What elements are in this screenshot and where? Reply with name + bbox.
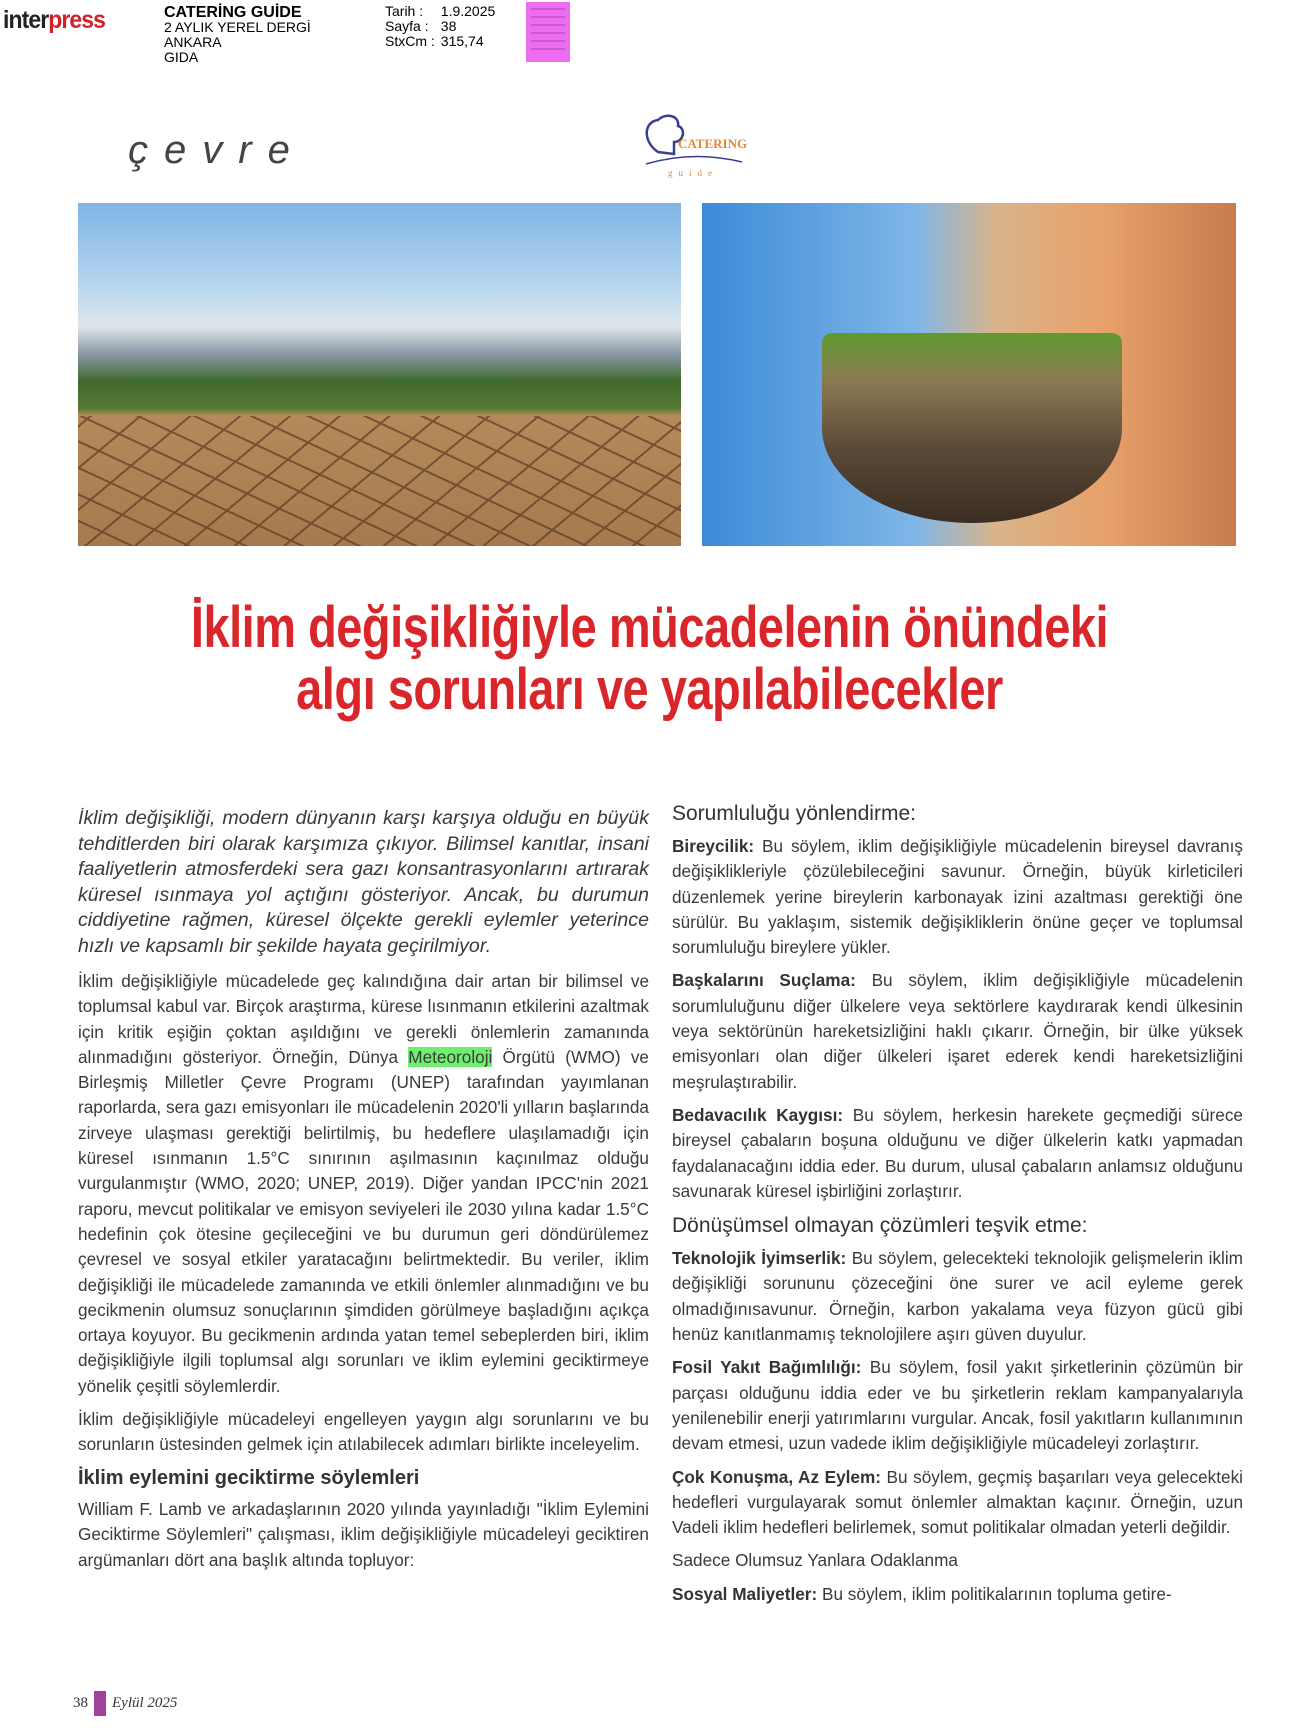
issue-date: Eylül 2025 <box>112 1695 178 1711</box>
footer-accent-bar <box>94 1691 106 1716</box>
publication-category: GIDA <box>164 49 199 65</box>
item-social-costs: Sosyal Maliyetler: Bu söylem, iklim politikalarının topluma getire- <box>672 1583 1172 1604</box>
heading-non-transformative: Dönüşümsel olmayan çözümleri teşvik etme: <box>672 1214 1088 1238</box>
interpress-logo: interpress <box>3 6 106 34</box>
heading-responsibility: Sorumluluğu yönlendirme: <box>672 802 916 825</box>
article-title-line2: algı sorunları ve yapılabilecekler <box>296 655 1003 722</box>
publication-city: ANKARA <box>164 34 222 50</box>
article-title <box>0 593 1299 722</box>
stxcm-value: 315,74 <box>440 33 484 49</box>
date-value: 1.9.2025 <box>440 3 496 19</box>
publication-info <box>164 5 311 65</box>
publication-title: CATERİNG GUİDE <box>164 4 302 21</box>
item-blaming-others: Başkalarını Suçlama: Bu söylem, iklim değişikliğiyle mücadelenin sorumluluğunu diğer ülkelere veya sektörlere kaydırarak kendi ülkesinin veya sektörünün hareketsizliğini haklı çıkarır. Örneğin, bir ülke yüksek emisyonları olan diğer ülkeleri işaret ederek kendi hareketsizliğini meşrulaştırabilir. <box>672 970 1243 1092</box>
lead-paragraph: İklim değişikliği, modern dünyanın karşı karşıya olduğu en büyük tehditlerden biri olarak karşımıza çıkıyor. Bilimsel kanıtlar, insani faaliyetlerin atmosferdeki sera gazı konsantrasyonlarını artırarak küresel ısınmaya yol açtığını gösteriyor. Ancak, bu durumun ciddiyetine rağmen, küresel ölçekte gerekli eylemler yeterince hızlı ve kapsamlı bir şekilde hayata geçirilmiyor. <box>78 807 649 957</box>
page-label: Sayfa : <box>385 18 429 34</box>
body-paragraph-2: İklim değişikliğiyle mücadeleyi engelleyen yaygın algı sorunlarını ve bu sorunların üstesinden gelmek için atılabilecek adımları birlikte inceleyelim. <box>78 1409 649 1455</box>
item-tech-optimism: Teknolojik İyimserlik: Bu söylem, gelecekteki teknolojik gelişmelerin iklim değişikliği sorununu çözeceğini öne surer ve acil eyleme gerek olmadığınısavunur. Örneğin, karbon yakalama veya füzyon gücü gibi henüz kanıtlanmamış teknolojilere aşırı güven duyulur. <box>672 1248 1244 1345</box>
subheading: İklim eylemini geciktirme söylemleri <box>78 1466 420 1489</box>
item-free-rider: Bedavacılık Kaygısı: Bu söylem, herkesin harekete geçmediği sürece bireysel çabaların boşuna olduğunu ve diğer ülkelerin katkı yapmadan faydalanacağını iddia eder. Bu durum, ulusal çabaların anlamsız olduğunu savunarak küresel işbirliğini zorlaştırır. <box>672 1104 1243 1201</box>
body-paragraph-1: İklim değişikliğiyle mücadelede geç kalındığına dair artan bir bilimsel ve toplumsal kabul var. Birçok araştırma, kürese lısınmanın etkilerini azaltmak için kritik eşiğin çoktan aşıldığını ve gerekli önlemlerin zamanında alınmadığını gösteriyor. Örneğin, Dünya Meteoroloji Örgütü (WMO) ve Birleşmiş Milletler Çevre Programı (UNEP) tarafından yayımlanan raporlarda, sera gazı emisyonları ile mücadelenin 2020'li yılların başlarında zirveye ulaşması gerektiği belirtilmiş, bu hedeflere ulaşılamadığı için küresel ısınmanın 1.5°C sınırının aşılmasının kaçınılmaz olduğu vurgulanmıştır (WMO, 2020; UNEP, 2019). Diğer yandan IPCC'nin 2021 raporu, mevcut politikalar ve emisyon seviyeleri ile 2030 yılına kadar 1.5°C hedefinin çok ötesine geçileceğini ve bu durumun geri döndürülemez çevresel ve sosyal etkiler yaratacağını belirtmektedir. Bu veriler, iklim değişikliği ile mücadelede zamanında ve etkili önlemler alınmadığını ve bu gecikmenin olumsuz sonuçlarının şimdiden görülmeye başladığını açıkça ortaya koyuyor. Bu gecikmenin ardında yatan temel sebeplerden biri, iklim değişikliğiyle ilgili toplumsal algı sorunları ve iklim eylemini geciktirmeye yönelik çeşitli söylemlerdir. <box>78 971 649 1396</box>
drought-city-photo <box>78 203 681 546</box>
publication-type: 2 AYLIK YEREL DERGİ <box>164 19 311 35</box>
article-title-line1: İklim değişikliğiyle mücadelenin önündeki <box>190 593 1109 660</box>
item-all-talk: Çok Konuşma, Az Eylem: Bu söylem, geçmiş başarıları veya gelecekteki hedefleri vurgulayarak somut önlemler almaktan kaçınır. Örneğin, uzun Vadeli iklim hedefleri belirlemek, somut politikalar olmadan yeterli değildir. <box>672 1466 1243 1538</box>
catering-guide-logo <box>638 112 748 180</box>
body-paragraph-3: William F. Lamb ve arkadaşlarının 2020 yılında yayınladığı "İklim Eylemini Geciktirme Söylemleri" çalışması, iklim değişikliğiyle mücadeleyi geciktiren argümanları dört ana başlık altında topluyor: <box>78 1498 649 1570</box>
item-individualism: Bireycilik: Bu söylem, iklim değişikliğiyle mücadelenin bireysel davranış değişiklikleriyle çözülebileceğini savunur. Örneğin, büyük kirleticileri düzenlemek yerine bireylerin karbonayak izini azaltması gerektiği öne sürülür. Bu yaklaşım, sistemik değişikliklerin önüne geçer ve toplumsal sorumluluğu bireylere yükler. <box>672 836 1243 958</box>
right-column <box>672 800 1243 1615</box>
stxcm-label: StxCm : <box>385 33 435 49</box>
item-fossil-dependence: Fosil Yakıt Bağımlılığı: Bu söylem, fosil yakıt şirketlerinin çözümün bir parçası olduğunu iddia eder ve bu şirketlerin reklam kampanyalarıyla yenilenebilir enerji yatırımlarını vurgular. Ancak, fosil yakıtların kullanımının devam etmesi, uzun vadede iklim değişikliğiyle mücadeleyi zorlaştırır. <box>672 1357 1243 1454</box>
svg-text:guide: guide <box>668 168 718 178</box>
plain-line: Sadece Olumsuz Yanlara Odaklanma <box>672 1550 958 1571</box>
page-footer <box>73 1691 177 1716</box>
clipping-meta <box>385 4 501 49</box>
clipping-thumbnail[interactable] <box>526 2 570 62</box>
date-label: Tarih : <box>385 3 424 19</box>
section-label: çevre <box>128 128 306 172</box>
left-column <box>78 806 649 1581</box>
page-value: 38 <box>440 18 457 34</box>
page-number: 38 <box>73 1695 88 1711</box>
svg-text:CATERING: CATERING <box>678 136 748 151</box>
highlighted-word: Meteoroloji <box>408 1046 493 1067</box>
floating-island-photo <box>702 203 1236 546</box>
